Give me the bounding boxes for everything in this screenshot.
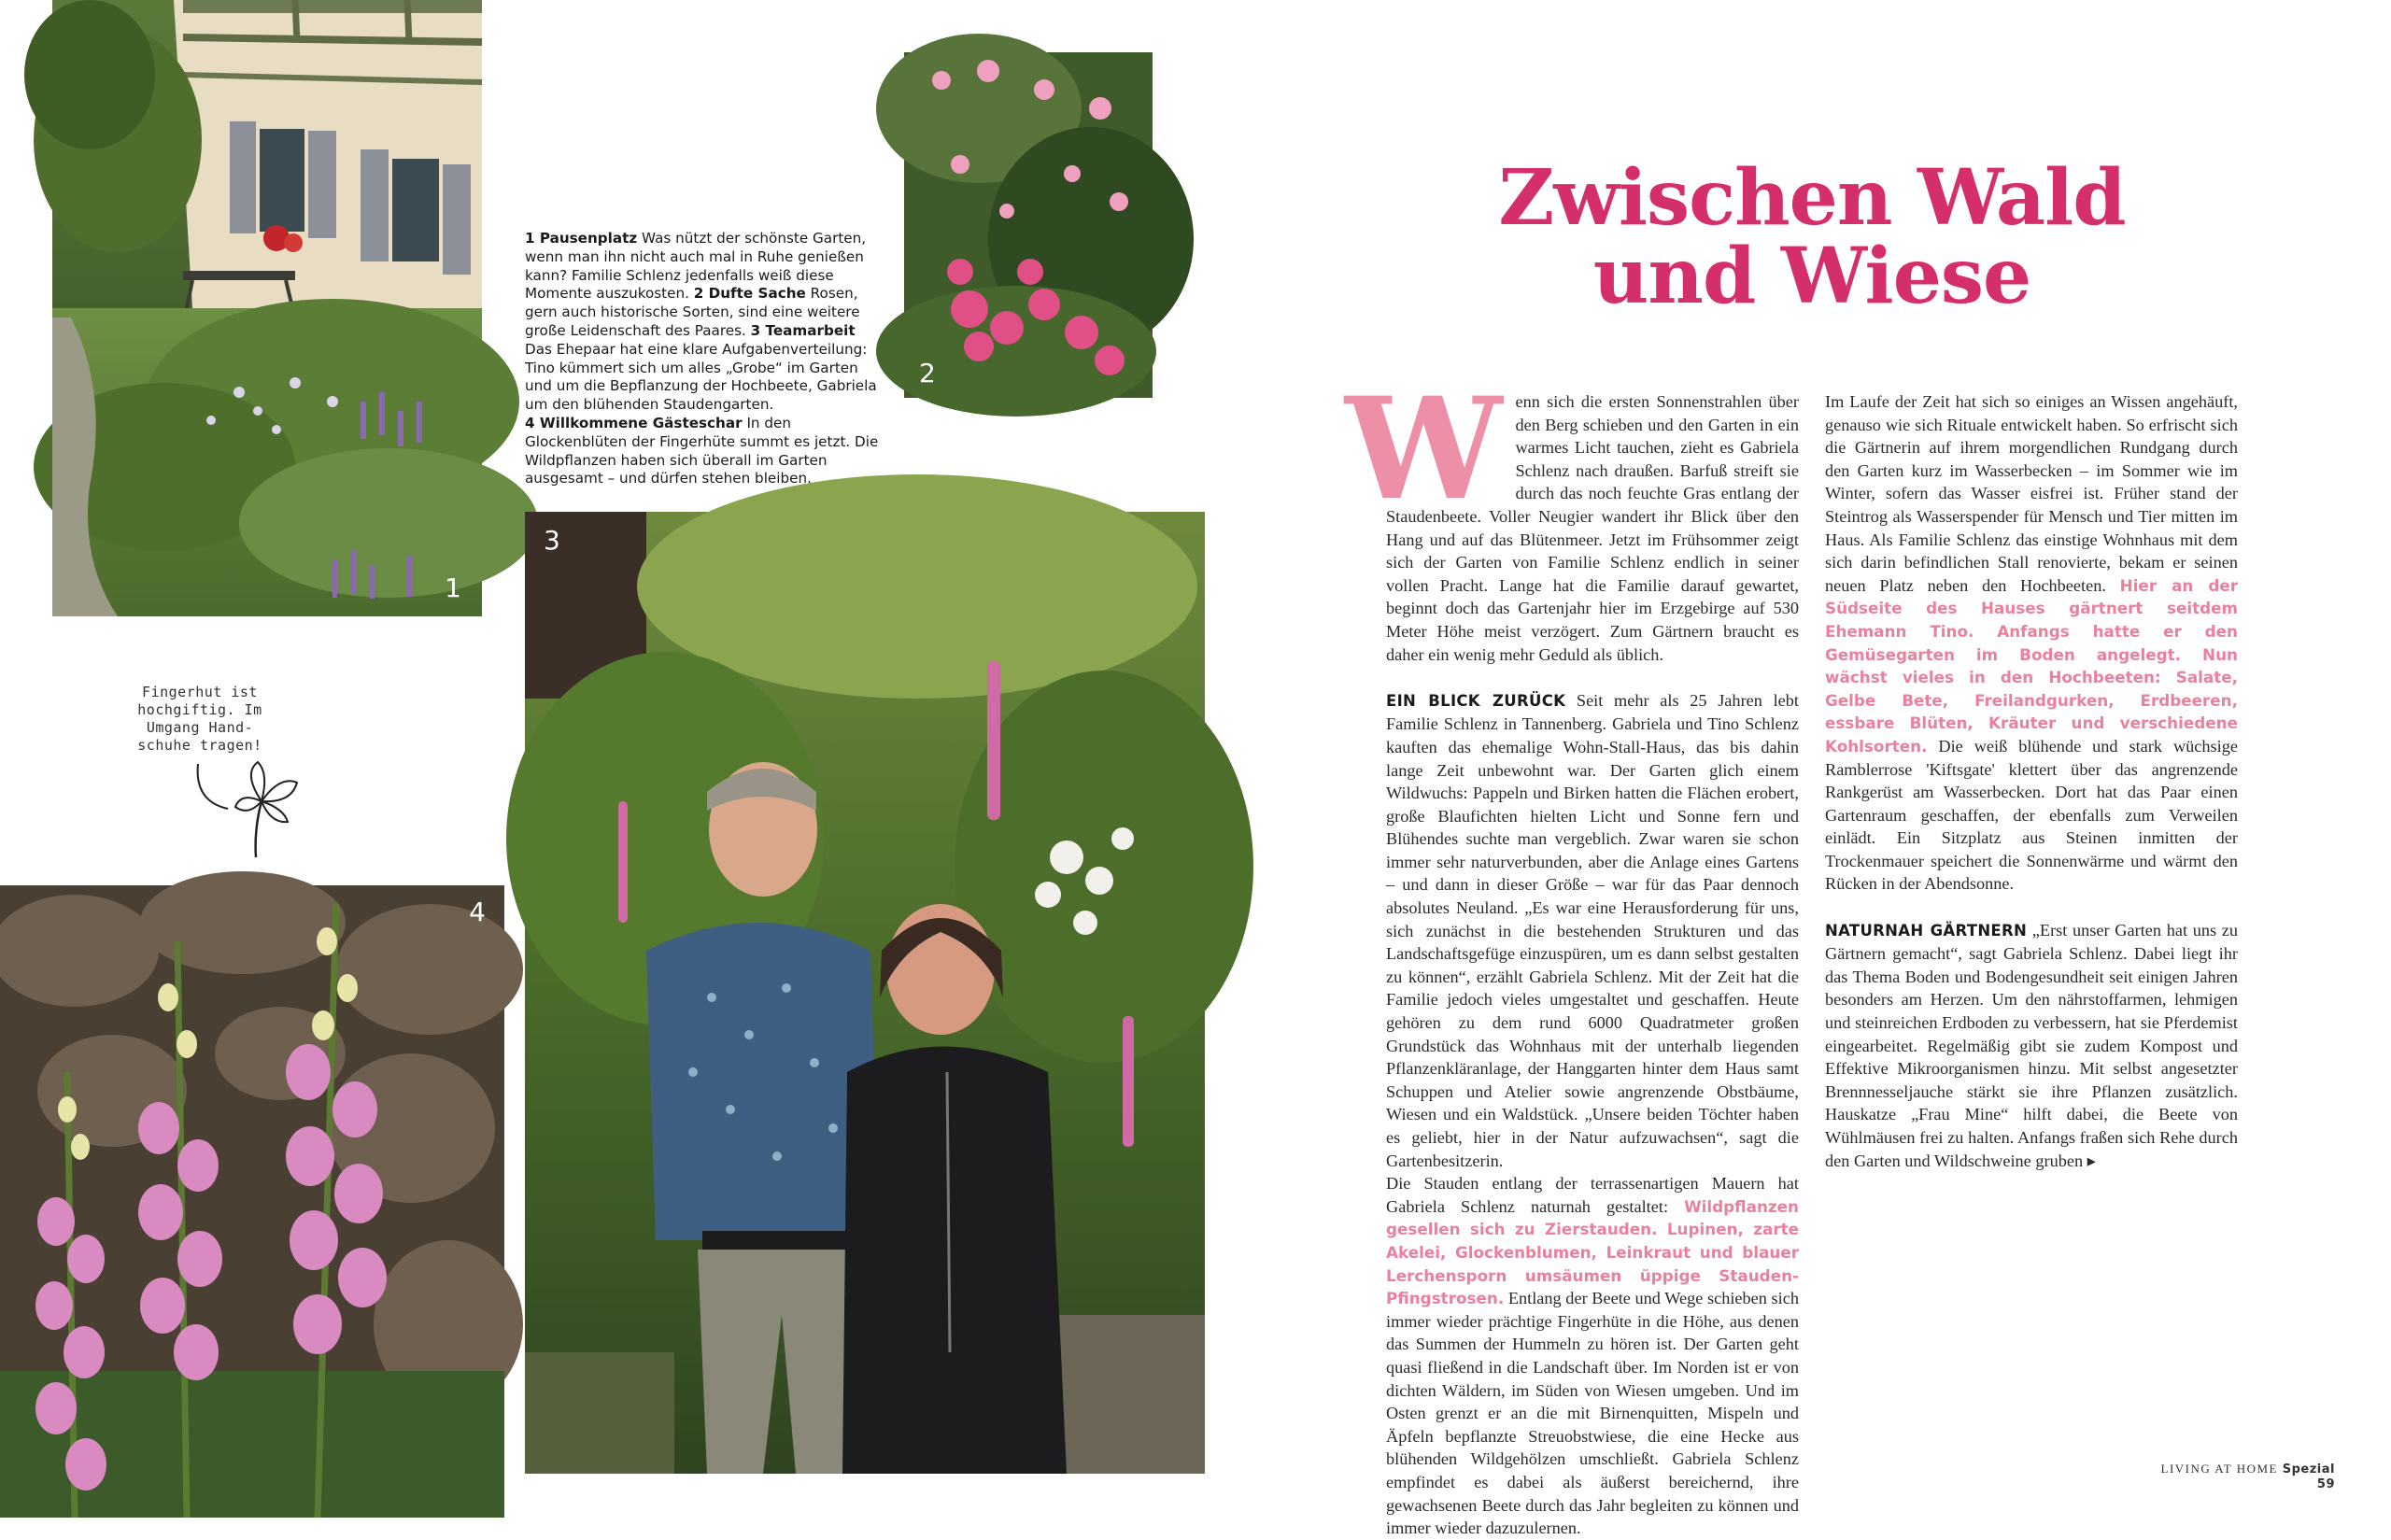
caption-4 xyxy=(525,415,878,487)
paragraph-text: Seit mehr als 25 Jahren lebt Familie Schlenz in Tannenberg. Gabriela und Tino Schlenz kauften das ehemalige Wohn-Stall-Haus, das bis dahin lange Zeit unbewohnt war. Der Garten glich einem Wildwuchs: Pappeln und Birken hatten die Flächen erobert, große Blaufichten hielten Licht und Sonne fern und Blühendes suchte man vergeblich. Zwar waren sie schon immer sehr naturverbunden, aber die Anlage eines Gartens – und dann in dieser Größe – war für das Paar dennoch absolutes Neuland. „Es war eine Herausforderung für uns, sich zunächst in die bestehenden Strukturen und das Landschaftsgefüge einzuspüren, um es dann selbst gestalten zu können“, erzählt Gabriela Schlenz. Mit der Zeit hat die Familie jedoch vieles umgestaltet und geschaffen. Heute gehören zu dem rund 6000 Quadratmeter großen Grundstück das Wohnhaus mit der unterhalb liegenden Pflanzenkläranlage, der Hanggarten hinter dem Haus samt Schuppen und Atelier sowie angrenzende Obstbäume, Wiesen und ein Waldstück. „Unsere beiden Töchter haben es geliebt, hier in der Natur aufzuwachsen“, sagt die Gartenbesitzerin. xyxy=(1386,690,1800,1170)
caption-text: Das Ehepaar hat eine klare Aufgabenverteilung: Tino kümmert sich um alles „Grobe“ im Garten und um die Bepflanzung der Hochbeete, Gabriela um den blühenden Staudengarten. xyxy=(525,340,877,414)
paragraph-text: Die Stauden entlang der terrassenartigen Mauern hat Gabriela Schlenz naturnah gestaltet: xyxy=(1386,1174,1799,1216)
tip-line: Fingerhut ist xyxy=(142,684,258,700)
headline-line-1: Zwischen Wald xyxy=(1498,153,2126,243)
caption-title: 4 Willkommene Gästeschar xyxy=(525,414,743,431)
highlighted-text: Wildpflanzen gesellen sich zu Zierstauden. Lupinen, zarte Akelei, Glockenblumen, Leinkraut und blauer Lerchensporn umsäumen üppige Stauden-Pfingstrosen. xyxy=(1386,1196,1799,1308)
article-column-2 xyxy=(1825,390,2238,1172)
paragraph-text: „Erst unser Garten hat uns zu Gärtnern gemacht“, sagt Gabriela Schlenz. Dabei liegt ihr das Thema Boden und Bodengesundheit seit einigen Jahren besonders am Herzen. Um den nährstoffarmen, lehmigen und steinreichen Erdboden zu verbessern, hat sie Pferdemist eingearbeitet. Regelmäßig gibt sie zudem Kompost und Effektive Mikroorganismen hinzu. Mit selbst angesetzter Brennnesseljauche stärkt sie ihre Pflanzen zusätzlich. Hauskatze „Frau Mine“ hilft dabei, die Beete von Wühlmäusen frei zu halten. Anfangs fraßen sich Rehe durch den Garten und Wildschweine gruben ▸ xyxy=(1825,920,2239,1170)
photo-captions xyxy=(525,230,880,488)
drop-cap: W xyxy=(1345,367,1503,531)
paragraph-stauden xyxy=(1386,1172,1799,1540)
caption-text: Was nützt der schönste Garten, wenn man ihn nicht auch mal in Ruhe genießen kann? Familie Schlenz jedenfalls weiß diese Momente auszukosten. xyxy=(525,230,867,303)
photo-number-2: 2 xyxy=(919,358,936,389)
garden-terrace-photo xyxy=(52,0,482,616)
caption-title: 2 Dufte Sache xyxy=(693,285,806,303)
section-lead: NATURNAH GÄRTNERN xyxy=(1825,921,2028,940)
caption-title: 1 Pausenplatz xyxy=(525,230,638,247)
foxglove-warning-note xyxy=(125,684,275,755)
paragraph-text: Entlang der Beete und Wege schieben sich immer wieder prächtige Fingerhüte in die Höhe, aus denen das Summen der Hummeln zu hören ist. Der Garten geht quasi fließend in die Landschaft über. Im Norden ist er von dichten Wäldern, im Süden von Wiesen umgeben. Und im Osten grenzt er an die mit Birnenquitten, Mispeln und Äpfeln bepflanzte Streuobstwiese, die eine Hecke aus blühenden Wildgehölzen umschließt. Gabriela Schlenz empfindet es dabei als äußerst bereichernd, ihre gewachsenen Beete durch das Jahr begleiten zu können und immer wieder dazuzulernen. xyxy=(1386,1289,1799,1538)
photo-number-3: 3 xyxy=(544,525,560,556)
tip-line: schuhe tragen! xyxy=(137,737,262,754)
caption-title: 3 Teamarbeit xyxy=(750,321,856,339)
headline-line-2: und Wiese xyxy=(1592,232,2031,321)
article-headline xyxy=(1457,153,2167,321)
caption-text: Rosen, gern auch historische Sorten, sind eine weitere große Leidenschaft des Paares. xyxy=(525,285,860,339)
caption-text: In den Glockenblüten der Fingerhüte summt es jetzt. Die Wildpflanzen haben sich überall im Garten ausgesamt – und dürfen stehen bleiben. xyxy=(525,414,879,487)
tip-line: Umgang Hand- xyxy=(146,719,254,736)
edition-label: Spezial xyxy=(2282,1462,2335,1476)
photo-number-1: 1 xyxy=(445,572,461,603)
page-footer xyxy=(2139,1462,2335,1491)
couple-portrait-photo xyxy=(525,512,1205,1474)
flower-sketch-icon xyxy=(187,755,318,857)
paragraph-text: Die weiß blühende und stark wüchsige Ramblerrose 'Kiftsgate' klettert über das angrenzende Rankgerüst am Wasserbecken. Dort hat das Paar einen Gartenraum geschaffen, der ebenfalls zum Verweilen einlädt. Ein Sitzplatz aus Steinen inmitten der Trockenmauer speichert die Sonnenwärme und wärmt den Rücken in der Abendsonne. xyxy=(1825,736,2238,894)
section-naturnah-gaertnern xyxy=(1825,919,2238,1173)
foxglove-photo xyxy=(0,885,504,1518)
section-lead: EIN BLICK ZURÜCK xyxy=(1386,691,1566,710)
photo-number-4: 4 xyxy=(469,897,486,927)
tip-line: hochgiftig. Im xyxy=(137,701,262,718)
article-column-1 xyxy=(1345,367,1800,1540)
highlighted-text: Hier an der Südseite des Hauses gärtnert seitdem Ehemann Tino. Anfangs hatte er den Gemüsegarten im Boden angelegt. Nun wächst vieles in den Hochbeeten: Salate, Gelbe Bete, Freilandgurken, Erdbeeren, essbare Blüten, Kräuter und verschiedene Kohlsorten. xyxy=(1825,575,2238,756)
roses-photo xyxy=(904,52,1153,398)
paragraph-wissen xyxy=(1825,390,2238,896)
intro-paragraph xyxy=(1345,367,1799,666)
paragraph-text: enn sich die ersten Sonnenstrahlen über den Berg schieben und den Garten in ein warmes Licht tauchen, zieht es Gabriela Schlenz nach draußen. Barfuß streift sie durch das noch feuchte Gras entlang der Staudenbeete. Voller Neugier wandert ihr Blick über den Hang und auf das Blütenmeer. Jetzt im Frühsommer zeigt sich der Garten von Familie Schlenz endlich in seiner vollen Pracht. Lange hat die Familie darauf gewartet, beginnt doch das Gartenjahr hier im Erzgebirge auf 530 Meter Höhe meist verzögert. Zum Gärtnern braucht es daher ein wenig mehr Geduld als üblich. xyxy=(1386,392,1799,664)
section-ein-blick-zurueck xyxy=(1386,689,1799,1172)
magazine-name: LIVING AT HOME xyxy=(2160,1462,2283,1476)
paragraph-text: Im Laufe der Zeit hat sich so einiges an Wissen angehäuft, genauso wie sich Rituale entwickelt haben. So erfrischt sich die Gärtnerin auf ihrem morgendlichen Rundgang durch den Garten kurz im Wasserbecken – im Sommer wie im Winter, sofern das Wasser eisfrei ist. Früher stand der Steintrog als Wasserspender für Mensch und Tier mitten im Haus. Als Familie Schlenz das einstige Wohnhaus mit dem sich darin befindlichen Stall renovierte, bekam er seinen neuen Platz neben den Hochbeeten. xyxy=(1825,392,2238,595)
page-number: 59 xyxy=(2316,1477,2335,1491)
